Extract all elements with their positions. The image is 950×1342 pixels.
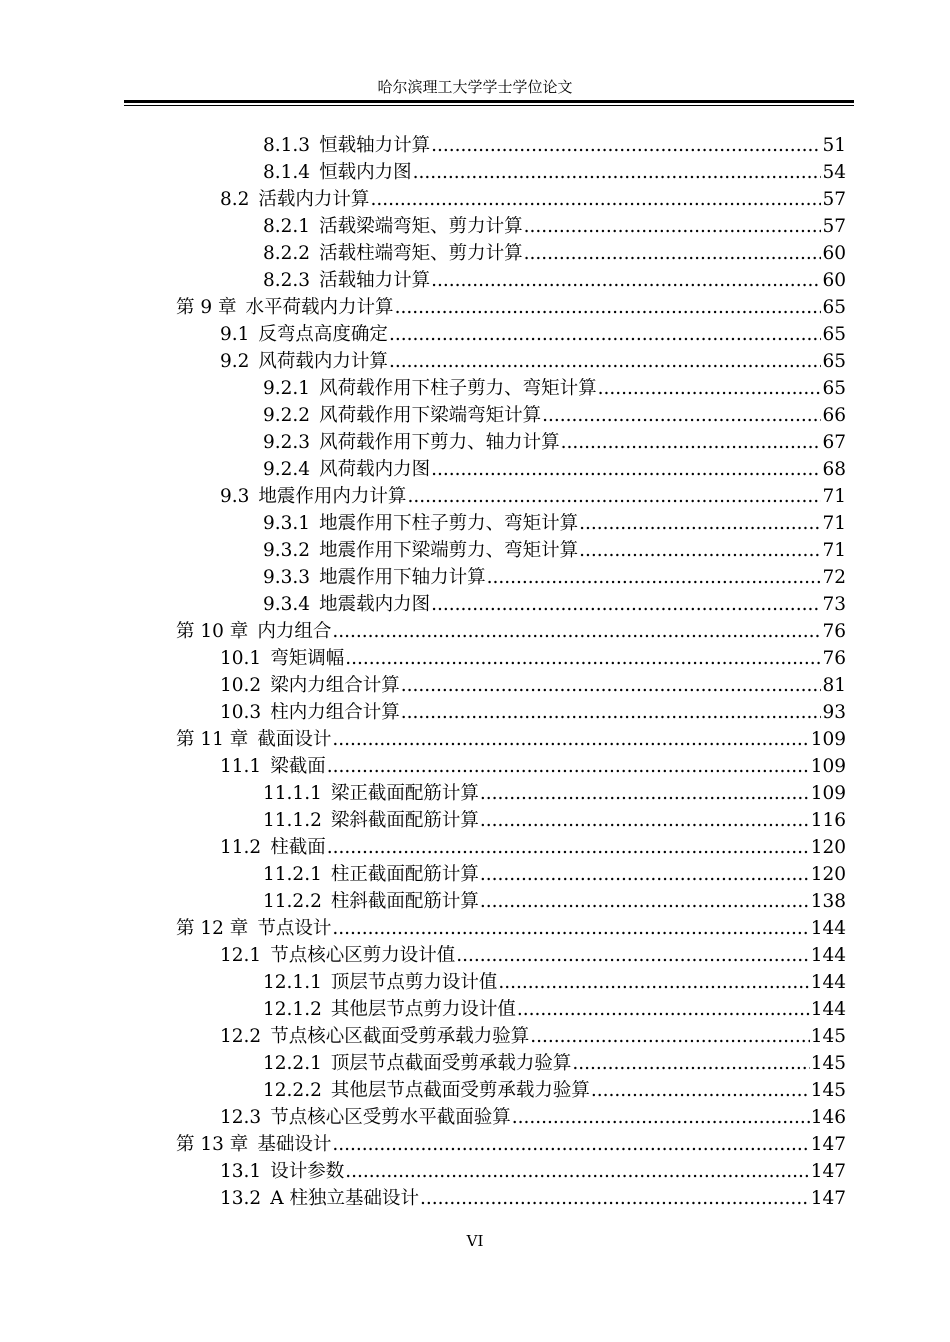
toc-entry-number: 第 10 章 [176, 621, 249, 642]
toc-entry[interactable] [0, 267, 950, 294]
toc-dot-leader [332, 618, 821, 645]
toc-entry-title: 反弯点高度确定 [258, 324, 388, 345]
toc-entry[interactable] [0, 888, 950, 915]
toc-dot-leader [389, 348, 822, 375]
toc-entry-number: 12.1 [220, 945, 262, 966]
toc-entry-title: 其他层节点截面受剪承载力验算 [330, 1080, 590, 1101]
toc-entry[interactable] [0, 1023, 950, 1050]
toc-entry-title: 柱斜截面配筋计算 [330, 891, 479, 912]
toc-entry-page: 144 [810, 972, 846, 993]
toc-dot-leader [480, 861, 810, 888]
toc-entry-number: 13.1 [220, 1161, 262, 1182]
toc-entry-title: 节点核心区受剪水平截面验算 [270, 1107, 511, 1128]
toc-entry[interactable] [0, 1185, 950, 1212]
toc-entry[interactable] [0, 807, 950, 834]
toc-entry-page: 65 [822, 324, 846, 345]
toc-entry-page: 71 [822, 486, 846, 507]
toc-dot-leader [524, 240, 822, 267]
toc-entry[interactable] [0, 1050, 950, 1077]
toc-entry-page: 144 [810, 918, 846, 939]
toc-dot-leader [413, 159, 822, 186]
toc-entry-page: 145 [810, 1026, 846, 1047]
toc-dot-leader [431, 267, 821, 294]
toc-entry-number: 8.1.3 [263, 135, 311, 156]
toc-dot-leader [332, 915, 809, 942]
toc-entry-number: 8.2 [220, 189, 250, 210]
toc-entry-number: 11.1 [220, 756, 262, 777]
toc-entry-number: 12.2.2 [263, 1080, 322, 1101]
toc-entry-page: 65 [822, 378, 846, 399]
toc-entry[interactable] [0, 1104, 950, 1131]
toc-entry-number: 11.2 [220, 837, 262, 858]
toc-entry-title: 风荷载作用下梁端弯矩计算 [319, 405, 542, 426]
toc-entry-number: 10.3 [220, 702, 262, 723]
toc-entry-title: 顶层节点截面受剪承载力验算 [330, 1053, 572, 1074]
toc-entry-page: 120 [810, 864, 846, 885]
toc-entry[interactable] [0, 1077, 950, 1104]
toc-entry-number: 8.1.4 [263, 162, 311, 183]
toc-dot-leader [487, 564, 822, 591]
toc-entry[interactable] [0, 510, 950, 537]
toc-entry-number: 11.2.2 [263, 891, 322, 912]
toc-entry-page: 145 [810, 1080, 846, 1101]
toc-entry-number: 12.2.1 [263, 1053, 322, 1074]
table-of-contents [0, 132, 950, 1212]
toc-dot-leader [401, 699, 822, 726]
toc-dot-leader [431, 591, 821, 618]
toc-entry-page: 76 [822, 648, 846, 669]
toc-entry-title: 活载柱端弯矩、剪力计算 [319, 243, 523, 264]
toc-dot-leader [561, 429, 822, 456]
toc-entry-title: 梁截面 [270, 756, 326, 777]
toc-entry[interactable] [0, 780, 950, 807]
toc-entry-page: 68 [822, 459, 846, 480]
toc-entry-title: 水平荷载内力计算 [245, 297, 394, 318]
toc-entry-page: 66 [822, 405, 846, 426]
toc-entry[interactable] [0, 321, 950, 348]
toc-entry[interactable] [0, 537, 950, 564]
toc-entry-number: 12.1.2 [263, 999, 322, 1020]
toc-entry-number: 8.2.3 [263, 270, 311, 291]
toc-entry-page: 54 [822, 162, 846, 183]
toc-entry-page: 109 [810, 783, 846, 804]
toc-entry-title: 地震作用下梁端剪力、弯矩计算 [319, 540, 579, 561]
toc-entry-page: 147 [810, 1161, 846, 1182]
toc-dot-leader [512, 1104, 810, 1131]
toc-entry[interactable] [0, 132, 950, 159]
toc-entry-number: 9.3.3 [263, 567, 311, 588]
toc-dot-leader [480, 807, 810, 834]
toc-entry-page: 72 [822, 567, 846, 588]
toc-entry-title: 地震作用下轴力计算 [319, 567, 486, 588]
toc-entry-number: 9.3.2 [263, 540, 311, 561]
toc-entry-title: 柱截面 [270, 837, 326, 858]
toc-entry-number: 9.3.4 [263, 594, 311, 615]
toc-entry-number: 9.2.2 [263, 405, 311, 426]
toc-dot-leader [431, 456, 821, 483]
toc-entry-page: 81 [822, 675, 846, 696]
toc-entry-number: 9.2.4 [263, 459, 311, 480]
toc-entry-page: 73 [822, 594, 846, 615]
toc-entry-number: 9.3.1 [263, 513, 311, 534]
toc-entry-page: 147 [810, 1134, 846, 1155]
toc-entry-page: 116 [810, 810, 846, 831]
toc-entry-number: 13.2 [220, 1188, 262, 1209]
toc-dot-leader [401, 672, 822, 699]
toc-entry-title: 其他层节点剪力设计值 [330, 999, 516, 1020]
toc-entry[interactable] [0, 483, 950, 510]
toc-entry-title: 顶层节点剪力设计值 [330, 972, 498, 993]
toc-entry-page: 120 [810, 837, 846, 858]
toc-entry-title: 恒载轴力计算 [319, 135, 431, 156]
toc-entry-number: 10.2 [220, 675, 262, 696]
toc-entry[interactable] [0, 915, 950, 942]
toc-dot-leader [530, 1023, 809, 1050]
toc-entry[interactable] [0, 861, 950, 888]
toc-entry-page: 57 [822, 216, 846, 237]
toc-entry-page: 144 [810, 999, 846, 1020]
toc-dot-leader [345, 1158, 809, 1185]
toc-entry-number: 9.2.1 [263, 378, 311, 399]
toc-entry-page: 76 [822, 621, 846, 642]
toc-entry-number: 11.1.1 [263, 783, 322, 804]
toc-entry-page: 60 [822, 270, 846, 291]
toc-entry-title: 梁内力组合计算 [270, 675, 400, 696]
toc-entry[interactable] [0, 375, 950, 402]
toc-entry-title: 风荷载作用下柱子剪力、弯矩计算 [319, 378, 597, 399]
toc-entry[interactable] [0, 564, 950, 591]
toc-entry[interactable] [0, 672, 950, 699]
toc-entry-number: 12.1.1 [263, 972, 322, 993]
toc-entry-title: 风荷载作用下剪力、轴力计算 [319, 432, 560, 453]
toc-entry-title: 活载梁端弯矩、剪力计算 [319, 216, 523, 237]
toc-entry-page: 65 [822, 351, 846, 372]
toc-dot-leader [524, 213, 822, 240]
toc-entry-page: 57 [822, 189, 846, 210]
toc-entry-number: 11.2.1 [263, 864, 322, 885]
running-header-title: 哈尔滨理工大学学士学位论文 [377, 78, 573, 96]
toc-entry-page: 146 [810, 1107, 846, 1128]
toc-dot-leader [407, 483, 821, 510]
toc-entry[interactable] [0, 1158, 950, 1185]
toc-entry[interactable] [0, 618, 950, 645]
toc-dot-leader [591, 1077, 810, 1104]
toc-entry-title: 基础设计 [257, 1134, 332, 1155]
toc-entry-title: 内力组合 [257, 621, 332, 642]
toc-entry-title: 地震作用下柱子剪力、弯矩计算 [319, 513, 579, 534]
toc-dot-leader [542, 402, 821, 429]
toc-entry-title: 节点设计 [257, 918, 332, 939]
toc-entry-number: 12.2 [220, 1026, 262, 1047]
toc-entry[interactable] [0, 699, 950, 726]
toc-entry-title: 柱内力组合计算 [270, 702, 400, 723]
toc-entry-title: 弯矩调幅 [270, 648, 345, 669]
toc-dot-leader [332, 1131, 809, 1158]
toc-entry[interactable] [0, 753, 950, 780]
toc-dot-leader [498, 969, 809, 996]
toc-entry-number: 11.1.2 [263, 810, 322, 831]
toc-entry[interactable] [0, 348, 950, 375]
toc-entry-number: 第 11 章 [176, 729, 249, 750]
toc-entry[interactable] [0, 213, 950, 240]
toc-entry[interactable] [0, 996, 950, 1023]
toc-entry[interactable] [0, 969, 950, 996]
toc-dot-leader [327, 753, 810, 780]
toc-entry-number: 8.2.1 [263, 216, 311, 237]
toc-entry-title: 柱正截面配筋计算 [330, 864, 479, 885]
toc-entry-title: 梁斜截面配筋计算 [330, 810, 479, 831]
toc-dot-leader [345, 645, 821, 672]
toc-entry-title: 设计参数 [270, 1161, 345, 1182]
toc-entry-title: 风荷载内力图 [319, 459, 431, 480]
toc-entry[interactable] [0, 726, 950, 753]
toc-entry[interactable] [0, 186, 950, 213]
toc-dot-leader [579, 510, 821, 537]
toc-entry[interactable] [0, 159, 950, 186]
toc-entry[interactable] [0, 942, 950, 969]
toc-entry[interactable] [0, 240, 950, 267]
toc-entry-title: 风荷载内力计算 [258, 351, 388, 372]
toc-entry-title: 梁正截面配筋计算 [330, 783, 479, 804]
toc-dot-leader [370, 186, 821, 213]
header-rule-thick [124, 100, 854, 103]
toc-entry-page: 145 [810, 1053, 846, 1074]
toc-entry[interactable] [0, 402, 950, 429]
toc-entry-title: 截面设计 [257, 729, 332, 750]
toc-entry-number: 第 12 章 [176, 918, 249, 939]
toc-entry-page: 71 [822, 513, 846, 534]
toc-entry-number: 9.2.3 [263, 432, 311, 453]
toc-dot-leader [456, 942, 809, 969]
toc-entry-number: 第 13 章 [176, 1134, 249, 1155]
toc-dot-leader [395, 294, 822, 321]
toc-dot-leader [572, 1050, 809, 1077]
toc-entry-title: 活载内力计算 [258, 189, 370, 210]
toc-entry-page: 147 [810, 1188, 846, 1209]
toc-entry[interactable] [0, 456, 950, 483]
toc-entry-number: 12.3 [220, 1107, 262, 1128]
toc-entry-title: 节点核心区截面受剪承载力验算 [270, 1026, 530, 1047]
toc-entry-page: 71 [822, 540, 846, 561]
toc-entry-title: A 柱独立基础设计 [270, 1188, 419, 1209]
toc-entry-number: 9.3 [220, 486, 250, 507]
toc-dot-leader [480, 780, 810, 807]
toc-entry[interactable] [0, 1131, 950, 1158]
toc-entry-title: 节点核心区剪力设计值 [270, 945, 456, 966]
toc-entry-page: 51 [822, 135, 846, 156]
toc-entry[interactable] [0, 294, 950, 321]
toc-entry-page: 144 [810, 945, 846, 966]
toc-entry-page: 67 [822, 432, 846, 453]
toc-entry-number: 9.2 [220, 351, 250, 372]
toc-entry[interactable] [0, 429, 950, 456]
toc-entry-page: 65 [822, 297, 846, 318]
toc-dot-leader [431, 132, 821, 159]
header-rule-thin [124, 105, 854, 106]
toc-entry-title: 地震作用内力计算 [258, 486, 407, 507]
toc-entry-page: 138 [810, 891, 846, 912]
toc-entry-page: 109 [810, 729, 846, 750]
toc-dot-leader [579, 537, 821, 564]
toc-dot-leader [517, 996, 810, 1023]
toc-entry-page: 60 [822, 243, 846, 264]
page-number: VI [466, 1232, 484, 1250]
toc-entry-number: 第 9 章 [176, 297, 237, 318]
toc-entry-title: 恒载内力图 [319, 162, 412, 183]
toc-entry[interactable] [0, 591, 950, 618]
toc-entry-title: 活载轴力计算 [319, 270, 431, 291]
toc-dot-leader [332, 726, 809, 753]
toc-entry-page: 93 [822, 702, 846, 723]
toc-dot-leader [598, 375, 822, 402]
toc-entry[interactable] [0, 645, 950, 672]
toc-dot-leader [420, 1185, 810, 1212]
toc-entry-number: 8.2.2 [263, 243, 311, 264]
toc-entry-title: 地震载内力图 [319, 594, 431, 615]
toc-entry-number: 9.1 [220, 324, 250, 345]
toc-dot-leader [327, 834, 810, 861]
toc-entry[interactable] [0, 834, 950, 861]
toc-entry-page: 109 [810, 756, 846, 777]
toc-entry-number: 10.1 [220, 648, 262, 669]
toc-dot-leader [389, 321, 822, 348]
toc-dot-leader [480, 888, 810, 915]
